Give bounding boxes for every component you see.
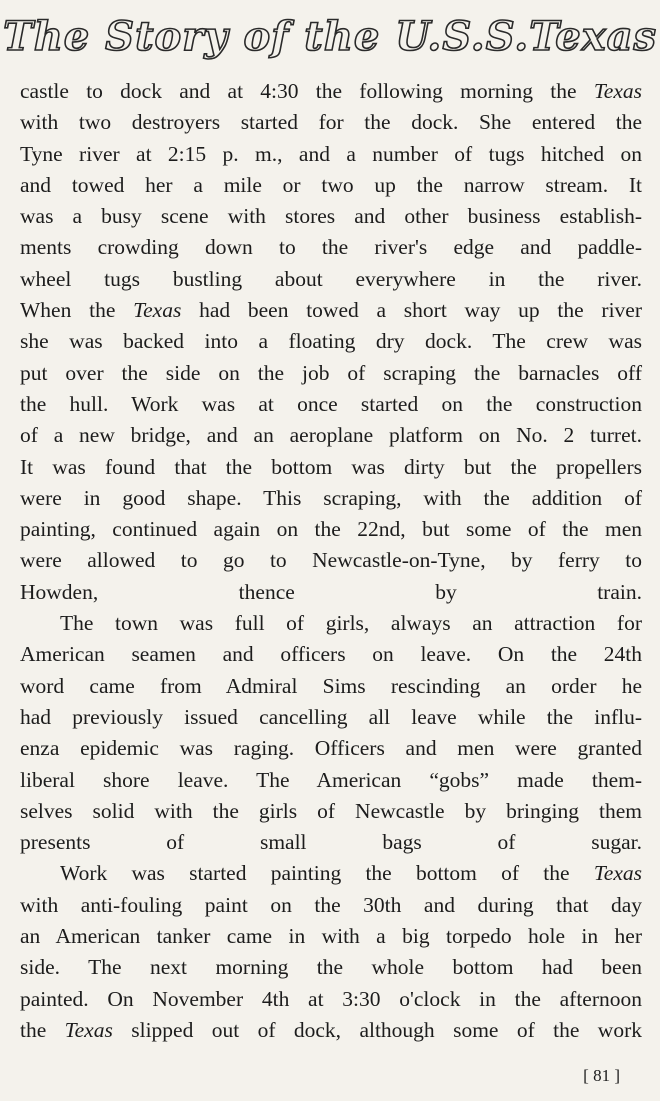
- text-line: painting, continued again on the 22nd, but some of the men: [20, 517, 642, 542]
- text-line: were in good shape. This scraping, with the addition of: [20, 485, 642, 510]
- header-title: The Story of the U.S.S.Texas: [2, 13, 658, 60]
- text-line: ments crowding down to the river's edge and paddle-: [20, 235, 642, 260]
- text-line: enza epidemic was raging. Officers and men were granted: [20, 736, 642, 761]
- ship-name: Texas: [133, 298, 182, 323]
- text-line: was a busy scene with stores and other business establish-: [20, 204, 642, 229]
- text-line: an American tanker came in with a big torpedo hole in her: [20, 924, 642, 949]
- text-line: Tyne river at 2:15 p. m., and a number of tugs hitched on: [20, 141, 642, 166]
- body-text: [20, 76, 642, 1046]
- ship-name: Texas: [593, 79, 642, 103]
- page-header: [0, 8, 660, 66]
- text-line: were allowed to go to Newcastle-on-Tyne, by ferry to: [20, 548, 642, 573]
- text-line: The town was full of girls, always an attraction for: [60, 611, 642, 636]
- text-line: word came from Admiral Sims rescinding an order he: [20, 673, 642, 698]
- text-line: selves solid with the girls of Newcastle by bringing them: [20, 798, 642, 823]
- page-number: [ 81 ]: [583, 1066, 620, 1085]
- text-line: had previously issued cancelling all leave while the influ-: [20, 704, 642, 729]
- text-line: put over the side on the job of scraping the barnacles off: [20, 360, 642, 385]
- text-line: liberal shore leave. The American “gobs” made them-: [20, 767, 642, 792]
- text-line: the hull. Work was at once started on the construction: [20, 391, 642, 416]
- text-line: with anti-fouling paint on the 30th and during that day: [20, 892, 642, 917]
- text-line: wheel tugs bustling about everywhere in the river.: [20, 266, 642, 291]
- text-line: Work was started painting the bottom of the Texas: [60, 861, 642, 886]
- text-line: side. The next morning the whole bottom had been: [20, 955, 642, 980]
- text-line: American seamen and officers on leave. On the 24th: [20, 642, 642, 667]
- paragraph-2: [20, 608, 642, 858]
- text-line: the Texas slipped out of dock, although some of the work: [20, 1017, 642, 1042]
- text-line: castle to dock and at 4:30 the following morning the Texas: [20, 79, 642, 103]
- text-line: she was backed into a floating dry dock. The crew was: [20, 329, 642, 354]
- text-line: of a new bridge, and an aeroplane platform on No. 2 turret.: [20, 423, 642, 448]
- ship-name: Texas: [593, 861, 642, 886]
- text-line: It was found that the bottom was dirty but the propellers: [20, 454, 642, 479]
- text-line: and towed her a mile or two up the narrow stream. It: [20, 172, 642, 197]
- ship-name: Texas: [64, 1017, 113, 1042]
- text-line: When the Texas had been towed a short way up the river: [20, 298, 642, 323]
- text-line: presents of small bags of sugar.: [20, 830, 642, 855]
- text-line: Howden, thence by train.: [20, 579, 642, 604]
- paragraph-3: [20, 858, 642, 1046]
- text-line: with two destroyers started for the dock. She entered the: [20, 110, 642, 135]
- paragraph-1: [20, 76, 642, 608]
- text-line: painted. On November 4th at 3:30 o'clock in the afternoon: [20, 986, 642, 1011]
